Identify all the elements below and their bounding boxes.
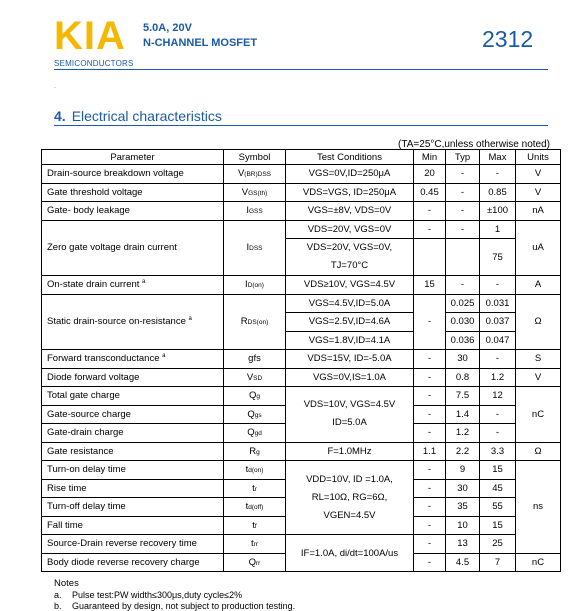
typ-cell: 1.2 bbox=[446, 424, 480, 443]
min-cell: - bbox=[414, 461, 446, 480]
param-cell: Zero gate voltage drain current bbox=[42, 220, 224, 276]
table-row bbox=[42, 535, 561, 554]
min-cell: - bbox=[414, 387, 446, 406]
typ-cell: - bbox=[446, 220, 480, 239]
logo-subtitle: SEMICONDUCTORS bbox=[54, 59, 134, 68]
header-units: Units bbox=[516, 150, 561, 165]
condition-cell: VDS=20V, VGS=0V, TJ=70°C bbox=[286, 239, 414, 276]
typ-cell: 0.8 bbox=[446, 368, 480, 387]
typ-cell: 35 bbox=[446, 498, 480, 517]
symbol-cell: Qg bbox=[224, 387, 286, 406]
param-cell: Source-Drain reverse recovery time bbox=[42, 535, 224, 554]
typ-cell: 30 bbox=[446, 350, 480, 369]
spec-rating: 5.0A, 20V bbox=[143, 22, 192, 34]
param-cell: Gate-source charge bbox=[42, 405, 224, 424]
header-max: Max bbox=[480, 150, 516, 165]
max-cell: 0.047 bbox=[480, 331, 516, 350]
min-cell: - bbox=[414, 553, 446, 572]
param-cell: Forward transconductance $^a$ bbox=[42, 350, 224, 369]
header-parameter: Parameter bbox=[42, 150, 224, 165]
max-cell: ±100 bbox=[480, 202, 516, 221]
section-heading bbox=[54, 108, 222, 124]
param-cell: Drain-source breakdown voltage bbox=[42, 165, 224, 184]
param-cell: Gate resistance bbox=[42, 442, 224, 461]
min-cell: - bbox=[414, 498, 446, 517]
min-cell: 15 bbox=[414, 276, 446, 295]
symbol-cell: Qrr bbox=[224, 553, 286, 572]
unit-cell: nC bbox=[516, 553, 561, 572]
param-cell: Turn-off delay time bbox=[42, 498, 224, 517]
condition-cell: VGS=1.8V,ID=4.1A bbox=[286, 331, 414, 350]
min-cell: 20 bbox=[414, 165, 446, 184]
table-row bbox=[42, 183, 561, 202]
condition-cell: VGS=4.5V,ID=5.0A bbox=[286, 294, 414, 313]
header-symbol: Symbol bbox=[224, 150, 286, 165]
unit-cell: uA bbox=[516, 220, 561, 276]
section-number: 4. bbox=[54, 108, 66, 124]
condition-cell: VDS=15V, ID=-5.0A bbox=[286, 350, 414, 369]
param-cell: Gate-drain charge bbox=[42, 424, 224, 443]
unit-cell: A bbox=[516, 276, 561, 295]
typ-cell: - bbox=[446, 202, 480, 221]
symbol-cell: IDSS bbox=[224, 220, 286, 276]
condition-cell: VDD=10V, ID =1.0A, RL=10Ω, RG=6Ω, VGEN=4.5V bbox=[286, 461, 414, 535]
min-cell: - bbox=[414, 424, 446, 443]
typ-cell: 4.5 bbox=[446, 553, 480, 572]
typ-cell: 2.2 bbox=[446, 442, 480, 461]
symbol-cell: VGS(th) bbox=[224, 183, 286, 202]
min-cell: - bbox=[414, 516, 446, 535]
max-cell: - bbox=[480, 424, 516, 443]
max-cell: 0.85 bbox=[480, 183, 516, 202]
symbol-cell: Qgs bbox=[224, 405, 286, 424]
param-cell: Turn-on delay time bbox=[42, 461, 224, 480]
max-cell: 12 bbox=[480, 387, 516, 406]
max-cell: 1.2 bbox=[480, 368, 516, 387]
table-row bbox=[42, 276, 561, 295]
condition-cell: VGS=0V,IS=1.0A bbox=[286, 368, 414, 387]
symbol-cell: Qgd bbox=[224, 424, 286, 443]
section-title: Electrical characteristics bbox=[71, 108, 222, 124]
symbol-cell: td(on) bbox=[224, 461, 286, 480]
symbol-cell: ID(on) bbox=[224, 276, 286, 295]
header-divider bbox=[54, 69, 548, 70]
note-b: b. Guaranteed by design, not subject to production testing. bbox=[54, 601, 296, 611]
symbol-cell: gfs bbox=[224, 350, 286, 369]
table-row bbox=[42, 350, 561, 369]
section-divider bbox=[54, 125, 548, 126]
param-cell: Gate threshold voltage bbox=[42, 183, 224, 202]
symbol-cell: VSD bbox=[224, 368, 286, 387]
part-number: 2312 bbox=[482, 26, 534, 52]
max-cell: 75 bbox=[480, 239, 516, 276]
max-cell: - bbox=[480, 276, 516, 295]
symbol-cell: tf bbox=[224, 516, 286, 535]
max-cell: 3.3 bbox=[480, 442, 516, 461]
symbol-cell: V(BR)DSS bbox=[224, 165, 286, 184]
unit-cell: nA bbox=[516, 202, 561, 221]
max-cell: 0.037 bbox=[480, 313, 516, 332]
unit-cell: ns bbox=[516, 461, 561, 554]
typ-cell: 9 bbox=[446, 461, 480, 480]
table-row bbox=[42, 220, 561, 239]
min-cell: - bbox=[414, 202, 446, 221]
header-typ: Typ bbox=[446, 150, 480, 165]
max-cell: 7 bbox=[480, 553, 516, 572]
table-row bbox=[42, 165, 561, 184]
typ-cell: 30 bbox=[446, 479, 480, 498]
condition-cell: VDS≥10V, VGS=4.5V bbox=[286, 276, 414, 295]
unit-cell: nC bbox=[516, 387, 561, 443]
max-cell: - bbox=[480, 405, 516, 424]
param-cell: Body diode reverse recovery charge bbox=[42, 553, 224, 572]
notes-title: Notes bbox=[54, 578, 79, 589]
test-conditions-note: (TA=25°C,unless otherwise noted) bbox=[398, 139, 550, 150]
param-cell: Static drain-source on-resistance $^a$ bbox=[42, 294, 224, 350]
electrical-characteristics-table bbox=[41, 149, 561, 572]
table-row bbox=[42, 461, 561, 480]
max-cell: 55 bbox=[480, 498, 516, 517]
max-cell: 15 bbox=[480, 461, 516, 480]
min-cell: - bbox=[414, 479, 446, 498]
condition-cell: VDS=VGS, ID=250μA bbox=[286, 183, 414, 202]
max-cell: - bbox=[480, 165, 516, 184]
typ-cell bbox=[446, 239, 480, 276]
table-row bbox=[42, 442, 561, 461]
symbol-cell: RDS(on) bbox=[224, 294, 286, 350]
note-a: a. Pulse test:PW width≤300μs,duty cycle≤2% bbox=[54, 590, 243, 600]
table-row bbox=[42, 387, 561, 406]
table-row bbox=[42, 202, 561, 221]
max-cell: 25 bbox=[480, 535, 516, 554]
symbol-cell: td(off) bbox=[224, 498, 286, 517]
condition-cell: VDS=10V, VGS=4.5V ID=5.0A bbox=[286, 387, 414, 443]
symbol-cell: trr bbox=[224, 535, 286, 554]
typ-cell: 10 bbox=[446, 516, 480, 535]
min-cell: 1.1 bbox=[414, 442, 446, 461]
symbol-cell: Rg bbox=[224, 442, 286, 461]
table-row bbox=[42, 368, 561, 387]
unit-cell: S bbox=[516, 350, 561, 369]
condition-cell: VGS=±8V, VDS=0V bbox=[286, 202, 414, 221]
param-cell: Rise time bbox=[42, 479, 224, 498]
kia-logo: KIA bbox=[54, 14, 126, 58]
typ-cell: 0.025 bbox=[446, 294, 480, 313]
param-cell: Total gate charge bbox=[42, 387, 224, 406]
condition-cell: IF=1.0A, di/dt=100A/us bbox=[286, 535, 414, 572]
typ-cell: 7.5 bbox=[446, 387, 480, 406]
max-cell: - bbox=[480, 350, 516, 369]
min-cell: - bbox=[414, 294, 446, 350]
unit-cell: Ω bbox=[516, 442, 561, 461]
typ-cell: - bbox=[446, 276, 480, 295]
param-cell: Gate- body leakage bbox=[42, 202, 224, 221]
param-cell: On-state drain current $^a$ bbox=[42, 276, 224, 295]
min-cell bbox=[414, 239, 446, 276]
typ-cell: 13 bbox=[446, 535, 480, 554]
typ-cell: - bbox=[446, 165, 480, 184]
symbol-cell: tr bbox=[224, 479, 286, 498]
max-cell: 15 bbox=[480, 516, 516, 535]
small-mark: ` bbox=[54, 88, 56, 94]
header-min: Min bbox=[414, 150, 446, 165]
param-cell: Fall time bbox=[42, 516, 224, 535]
typ-cell: 0.030 bbox=[446, 313, 480, 332]
min-cell: - bbox=[414, 535, 446, 554]
max-cell: 1 bbox=[480, 220, 516, 239]
table-header-row bbox=[42, 150, 561, 165]
min-cell: - bbox=[414, 220, 446, 239]
typ-cell: 1.4 bbox=[446, 405, 480, 424]
symbol-cell: IGSS bbox=[224, 202, 286, 221]
unit-cell: V bbox=[516, 183, 561, 202]
spec-type: N-CHANNEL MOSFET bbox=[143, 37, 258, 49]
header-test-conditions: Test Conditions bbox=[286, 150, 414, 165]
min-cell: 0.45 bbox=[414, 183, 446, 202]
condition-cell: VGS=2.5V,ID=4.6A bbox=[286, 313, 414, 332]
min-cell: - bbox=[414, 368, 446, 387]
condition-cell: F=1.0MHz bbox=[286, 442, 414, 461]
unit-cell: Ω bbox=[516, 294, 561, 350]
max-cell: 0.031 bbox=[480, 294, 516, 313]
condition-cell: VGS=0V,ID=250μA bbox=[286, 165, 414, 184]
table-row bbox=[42, 294, 561, 313]
typ-cell: - bbox=[446, 183, 480, 202]
min-cell: - bbox=[414, 405, 446, 424]
unit-cell: V bbox=[516, 368, 561, 387]
param-cell: Diode forward voltage bbox=[42, 368, 224, 387]
unit-cell: V bbox=[516, 165, 561, 184]
min-cell: - bbox=[414, 350, 446, 369]
typ-cell: 0.036 bbox=[446, 331, 480, 350]
max-cell: 45 bbox=[480, 479, 516, 498]
condition-cell: VDS=20V, VGS=0V bbox=[286, 220, 414, 239]
